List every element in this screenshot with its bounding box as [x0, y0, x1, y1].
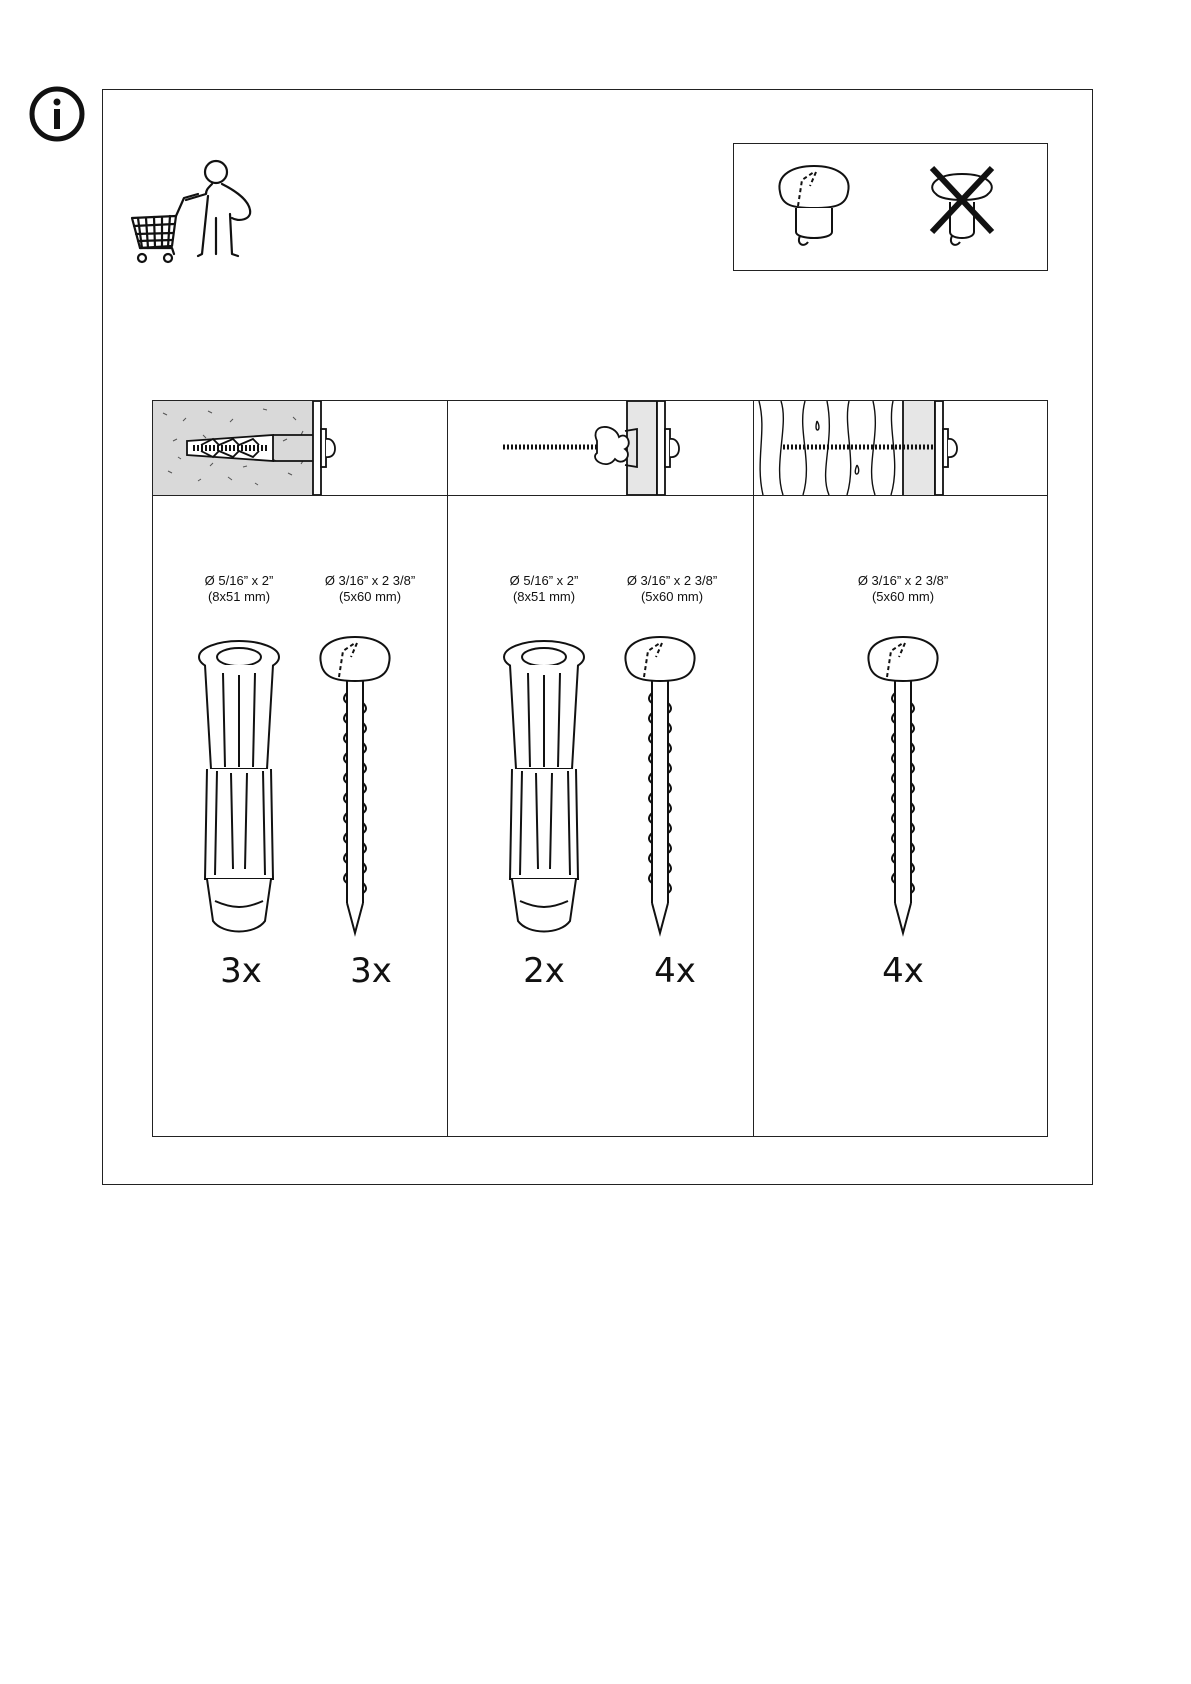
spec-label — [169, 573, 309, 605]
plasterboard-wall-illustration — [447, 401, 753, 495]
wall-plug-icon — [193, 639, 285, 939]
wall-plug-icon — [498, 639, 590, 939]
spec-metric: (5x60 mm) — [338, 589, 402, 604]
screw-icon — [315, 633, 395, 943]
screw-head-guide — [733, 143, 1048, 271]
quantity-label: 3x — [350, 951, 392, 991]
column-divider — [447, 401, 448, 1136]
spec-label — [474, 573, 614, 605]
spec-diameter: Ø 3/16” x 2 3/8” — [626, 573, 718, 588]
fastener-table — [152, 400, 1048, 1137]
screw-icon — [863, 633, 943, 943]
quantity-label: 3x — [220, 951, 262, 991]
wood-wall-illustration — [753, 401, 1047, 495]
spec-diameter: Ø 3/16” x 2 3/8” — [857, 573, 949, 588]
spec-label — [300, 573, 440, 605]
shopping-cart-person-icon — [126, 158, 266, 268]
spec-metric: (5x60 mm) — [640, 589, 704, 604]
quantity-label: 2x — [523, 951, 565, 991]
concrete-wall-illustration — [153, 401, 447, 495]
spec-metric: (8x51 mm) — [207, 589, 271, 604]
quantity-label: 4x — [654, 951, 696, 991]
spec-metric: (5x60 mm) — [871, 589, 935, 604]
spec-metric: (8x51 mm) — [512, 589, 576, 604]
spec-diameter: Ø 5/16” x 2” — [509, 573, 579, 588]
spec-diameter: Ø 3/16” x 2 3/8” — [324, 573, 416, 588]
screw-head-correct-icon — [774, 162, 854, 257]
header-divider — [153, 495, 1047, 496]
screw-icon — [620, 633, 700, 943]
quantity-label: 4x — [882, 951, 924, 991]
screw-head-incorrect-icon — [922, 162, 1002, 257]
spec-label — [833, 573, 973, 605]
info-icon — [28, 85, 86, 143]
spec-label — [602, 573, 742, 605]
spec-diameter: Ø 5/16” x 2” — [204, 573, 274, 588]
column-divider — [753, 401, 754, 1136]
